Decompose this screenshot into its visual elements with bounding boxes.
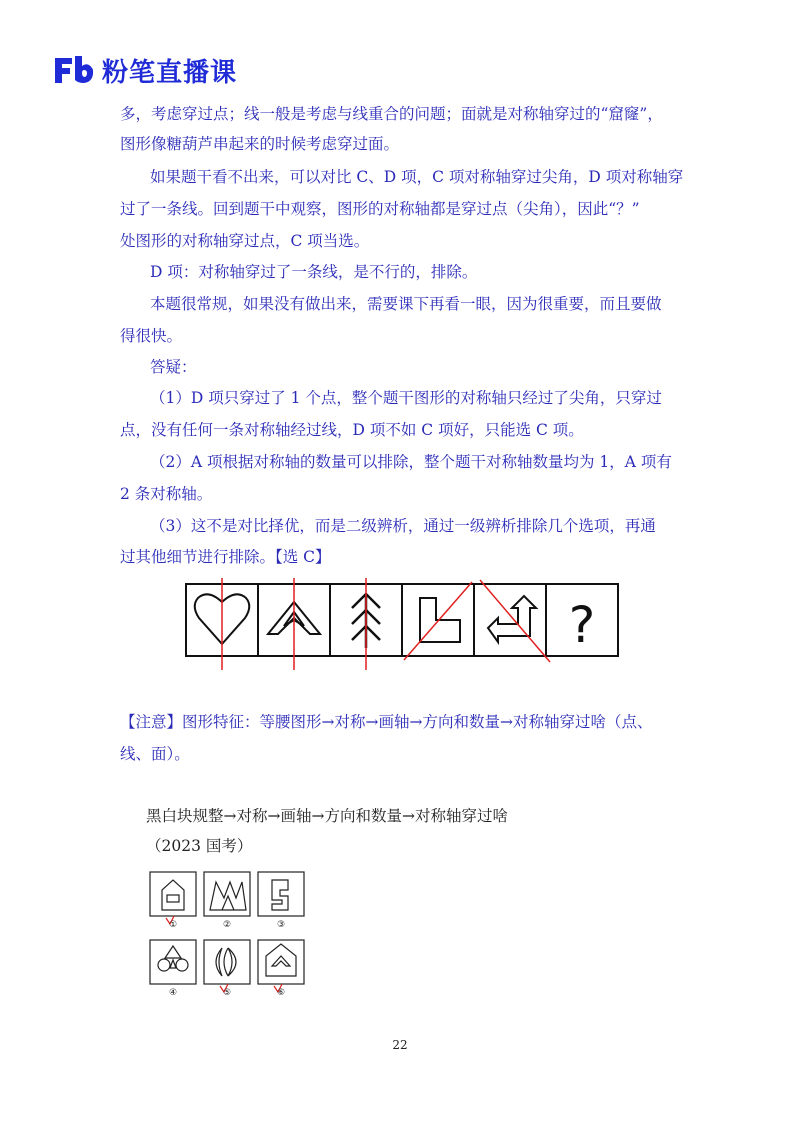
question-mark: ?: [568, 596, 596, 654]
option-label: ④: [168, 988, 178, 998]
body-line: （1）D 项只穿过了 1 个点，整个题干图形的对称轴只经过了尖角，只穿过: [150, 389, 662, 407]
body-line: 本题很常规，如果没有做出来，需要课下再看一眼，因为很重要，而且要做: [150, 295, 662, 313]
house-shape: [162, 880, 184, 910]
body-line: D 项：对称轴穿过了一条线，是不行的，排除。: [150, 263, 478, 281]
club-shape: [158, 946, 188, 971]
bracket-shape: [272, 880, 288, 910]
option-label: ⑤: [222, 988, 232, 998]
note-line: 【注意】图形特征：等腰图形→对称→画轴→方向和数量→对称轴穿过啥（点、: [120, 713, 653, 731]
body-line: 过了一条线。回到题干中观察，图形的对称轴都是穿过点（尖角），因此“？”: [120, 200, 640, 218]
bent-arrow-shape: [488, 596, 536, 642]
note-line: 线、面）。: [120, 745, 190, 763]
body-line: 过其他细节进行排除。【选 C】: [120, 548, 331, 566]
body-line: 答疑：: [150, 358, 197, 376]
body-line: 点，没有任何一条对称轴经过线，D 项不如 C 项好，只能选 C 项。: [120, 421, 584, 439]
option-label: ①: [168, 920, 178, 930]
option-label: ③: [276, 920, 286, 930]
body-line: 得很快。: [120, 327, 183, 345]
body-line: 多，考虑穿过点；线一般是考虑与线重合的问题；面就是对称轴穿过的“窟窿”，: [120, 105, 663, 123]
body-line: 2 条对称轴。: [120, 485, 213, 503]
header: [52, 50, 237, 90]
body-line: （2）A 项根据对称轴的数量可以排除，整个题干对称轴数量均为 1，A 项有: [150, 453, 672, 471]
body-line: 处图形的对称轴穿过点，C 项当选。: [120, 232, 370, 250]
question-figure-1: [184, 576, 624, 672]
fb-logo-icon: [52, 52, 96, 88]
body-line: （3）这不是对比择优，而是二级辨析，通过一级辨析排除几个选项，再通: [150, 517, 656, 535]
exam-source: （2023 国考）: [146, 837, 253, 855]
section-heading: 黑白块规整→对称→画轴→方向和数量→对称轴穿过啥: [146, 807, 508, 825]
option-label: ⑥: [276, 988, 286, 998]
body-line: 如果题干看不出来，可以对比 C、D 项，C 项对称轴穿过尖角，D 项对称轴穿: [150, 168, 684, 186]
house-arrow-shape: [266, 944, 296, 976]
crescent-shape: [216, 948, 236, 976]
mountain-shape: [210, 882, 246, 910]
body-line: 图形像糖葫芦串起来的时候考虑穿过面。: [120, 135, 400, 153]
symmetry-axis: [404, 582, 472, 660]
question-figure-2: [144, 868, 314, 1004]
symmetry-axis: [480, 580, 550, 662]
page-number: 22: [392, 1038, 408, 1052]
brand-title: 粉笔直播课: [102, 57, 238, 88]
option-label: ②: [222, 920, 232, 930]
